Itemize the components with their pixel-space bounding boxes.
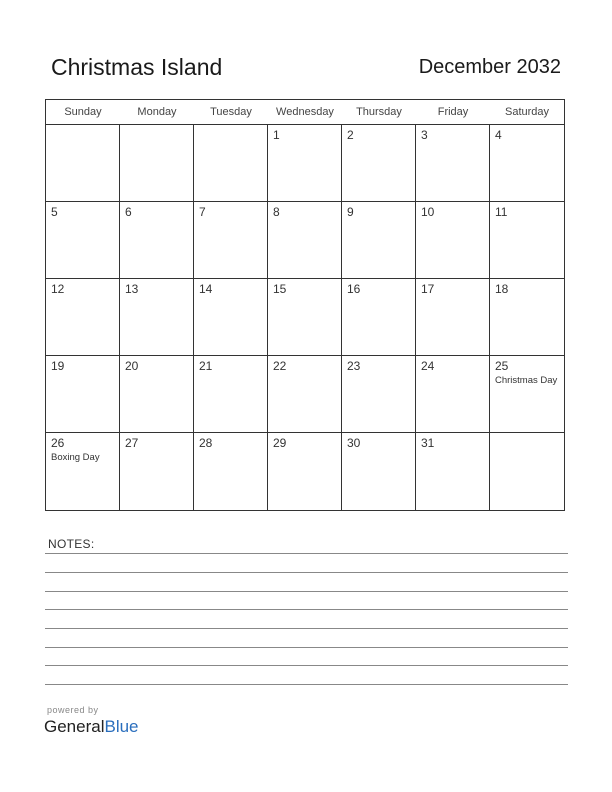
day-number: 26 — [51, 436, 65, 450]
note-line — [45, 647, 568, 648]
dow-wednesday: Wednesday — [276, 106, 334, 118]
day-number: 5 — [51, 205, 58, 219]
month-year: December 2032 — [418, 56, 561, 78]
day-number: 12 — [51, 282, 65, 296]
day-number: 24 — [421, 359, 435, 373]
note-line — [45, 572, 568, 573]
day-number: 8 — [273, 205, 280, 219]
day-cell — [120, 433, 194, 510]
day-cell — [416, 356, 490, 432]
day-cell — [194, 433, 268, 510]
day-cell — [416, 433, 490, 510]
day-cell — [490, 202, 564, 278]
day-number: 22 — [273, 359, 287, 373]
day-number: 21 — [199, 359, 213, 373]
day-cell — [416, 202, 490, 278]
days-of-week-header — [46, 100, 564, 125]
day-number: 2 — [347, 128, 354, 142]
week-row — [46, 356, 564, 433]
dow-sunday: Sunday — [64, 106, 102, 118]
day-cell — [194, 279, 268, 355]
week-row — [46, 202, 564, 279]
day-number: 31 — [421, 436, 435, 450]
day-number: 4 — [495, 128, 502, 142]
dow-thursday: Thursday — [356, 106, 402, 118]
note-line — [45, 591, 568, 592]
day-cell — [342, 279, 416, 355]
day-number: 13 — [125, 282, 139, 296]
notes-label: NOTES: — [48, 537, 95, 551]
day-number: 19 — [51, 359, 65, 373]
day-number: 3 — [421, 128, 428, 142]
note-line — [45, 628, 568, 629]
day-cell — [490, 125, 564, 201]
day-cell — [342, 433, 416, 510]
day-cell — [268, 202, 342, 278]
day-number: 6 — [125, 205, 132, 219]
calendar-weeks — [46, 125, 564, 510]
day-number: 28 — [199, 436, 213, 450]
note-line — [45, 684, 568, 685]
day-cell — [120, 356, 194, 432]
day-number: 1 — [273, 128, 280, 142]
day-cell — [416, 279, 490, 355]
day-cell — [46, 202, 120, 278]
week-row — [46, 433, 564, 510]
day-cell — [490, 356, 564, 432]
dow-friday: Friday — [437, 106, 469, 118]
brand-blue: Blue — [104, 717, 139, 736]
holiday-label: Boxing Day — [51, 452, 100, 463]
week-row — [46, 279, 564, 356]
dow-monday: Monday — [137, 106, 177, 118]
day-number: 27 — [125, 436, 139, 450]
day-number: 11 — [495, 205, 508, 219]
day-cell — [268, 125, 342, 201]
day-number: 18 — [495, 282, 509, 296]
day-cell — [342, 202, 416, 278]
day-cell — [268, 356, 342, 432]
day-number: 25 — [495, 359, 509, 373]
day-cell — [46, 125, 120, 201]
day-cell — [342, 356, 416, 432]
brand-logo[interactable] — [44, 717, 139, 737]
calendar-title: Christmas Island — [51, 54, 223, 80]
day-number: 7 — [199, 205, 206, 219]
day-number: 20 — [125, 359, 139, 373]
day-cell — [194, 356, 268, 432]
week-row — [46, 125, 564, 202]
day-cell — [416, 125, 490, 201]
day-number: 15 — [273, 282, 287, 296]
day-number: 17 — [421, 282, 435, 296]
day-number: 9 — [347, 205, 354, 219]
note-line — [45, 665, 568, 666]
day-cell — [120, 279, 194, 355]
day-cell — [194, 125, 268, 201]
day-cell — [490, 279, 564, 355]
day-cell — [342, 125, 416, 201]
day-cell — [46, 356, 120, 432]
powered-by-text: powered by — [47, 705, 99, 715]
day-cell — [120, 202, 194, 278]
day-cell — [268, 433, 342, 510]
day-cell — [46, 279, 120, 355]
dow-saturday: Saturday — [504, 106, 550, 118]
note-line — [45, 553, 568, 554]
day-number: 30 — [347, 436, 361, 450]
day-cell — [46, 433, 120, 510]
holiday-label: Christmas Day — [495, 375, 558, 386]
day-cell — [268, 279, 342, 355]
day-number: 10 — [421, 205, 435, 219]
brand-general: General — [44, 717, 105, 736]
day-cell — [120, 125, 194, 201]
day-cell — [194, 202, 268, 278]
day-cell — [490, 433, 564, 510]
day-number: 23 — [347, 359, 361, 373]
dow-tuesday: Tuesday — [210, 106, 252, 118]
day-number: 29 — [273, 436, 287, 450]
day-number: 16 — [347, 282, 361, 296]
calendar-grid — [45, 99, 565, 511]
note-line — [45, 609, 568, 610]
day-number: 14 — [199, 282, 213, 296]
